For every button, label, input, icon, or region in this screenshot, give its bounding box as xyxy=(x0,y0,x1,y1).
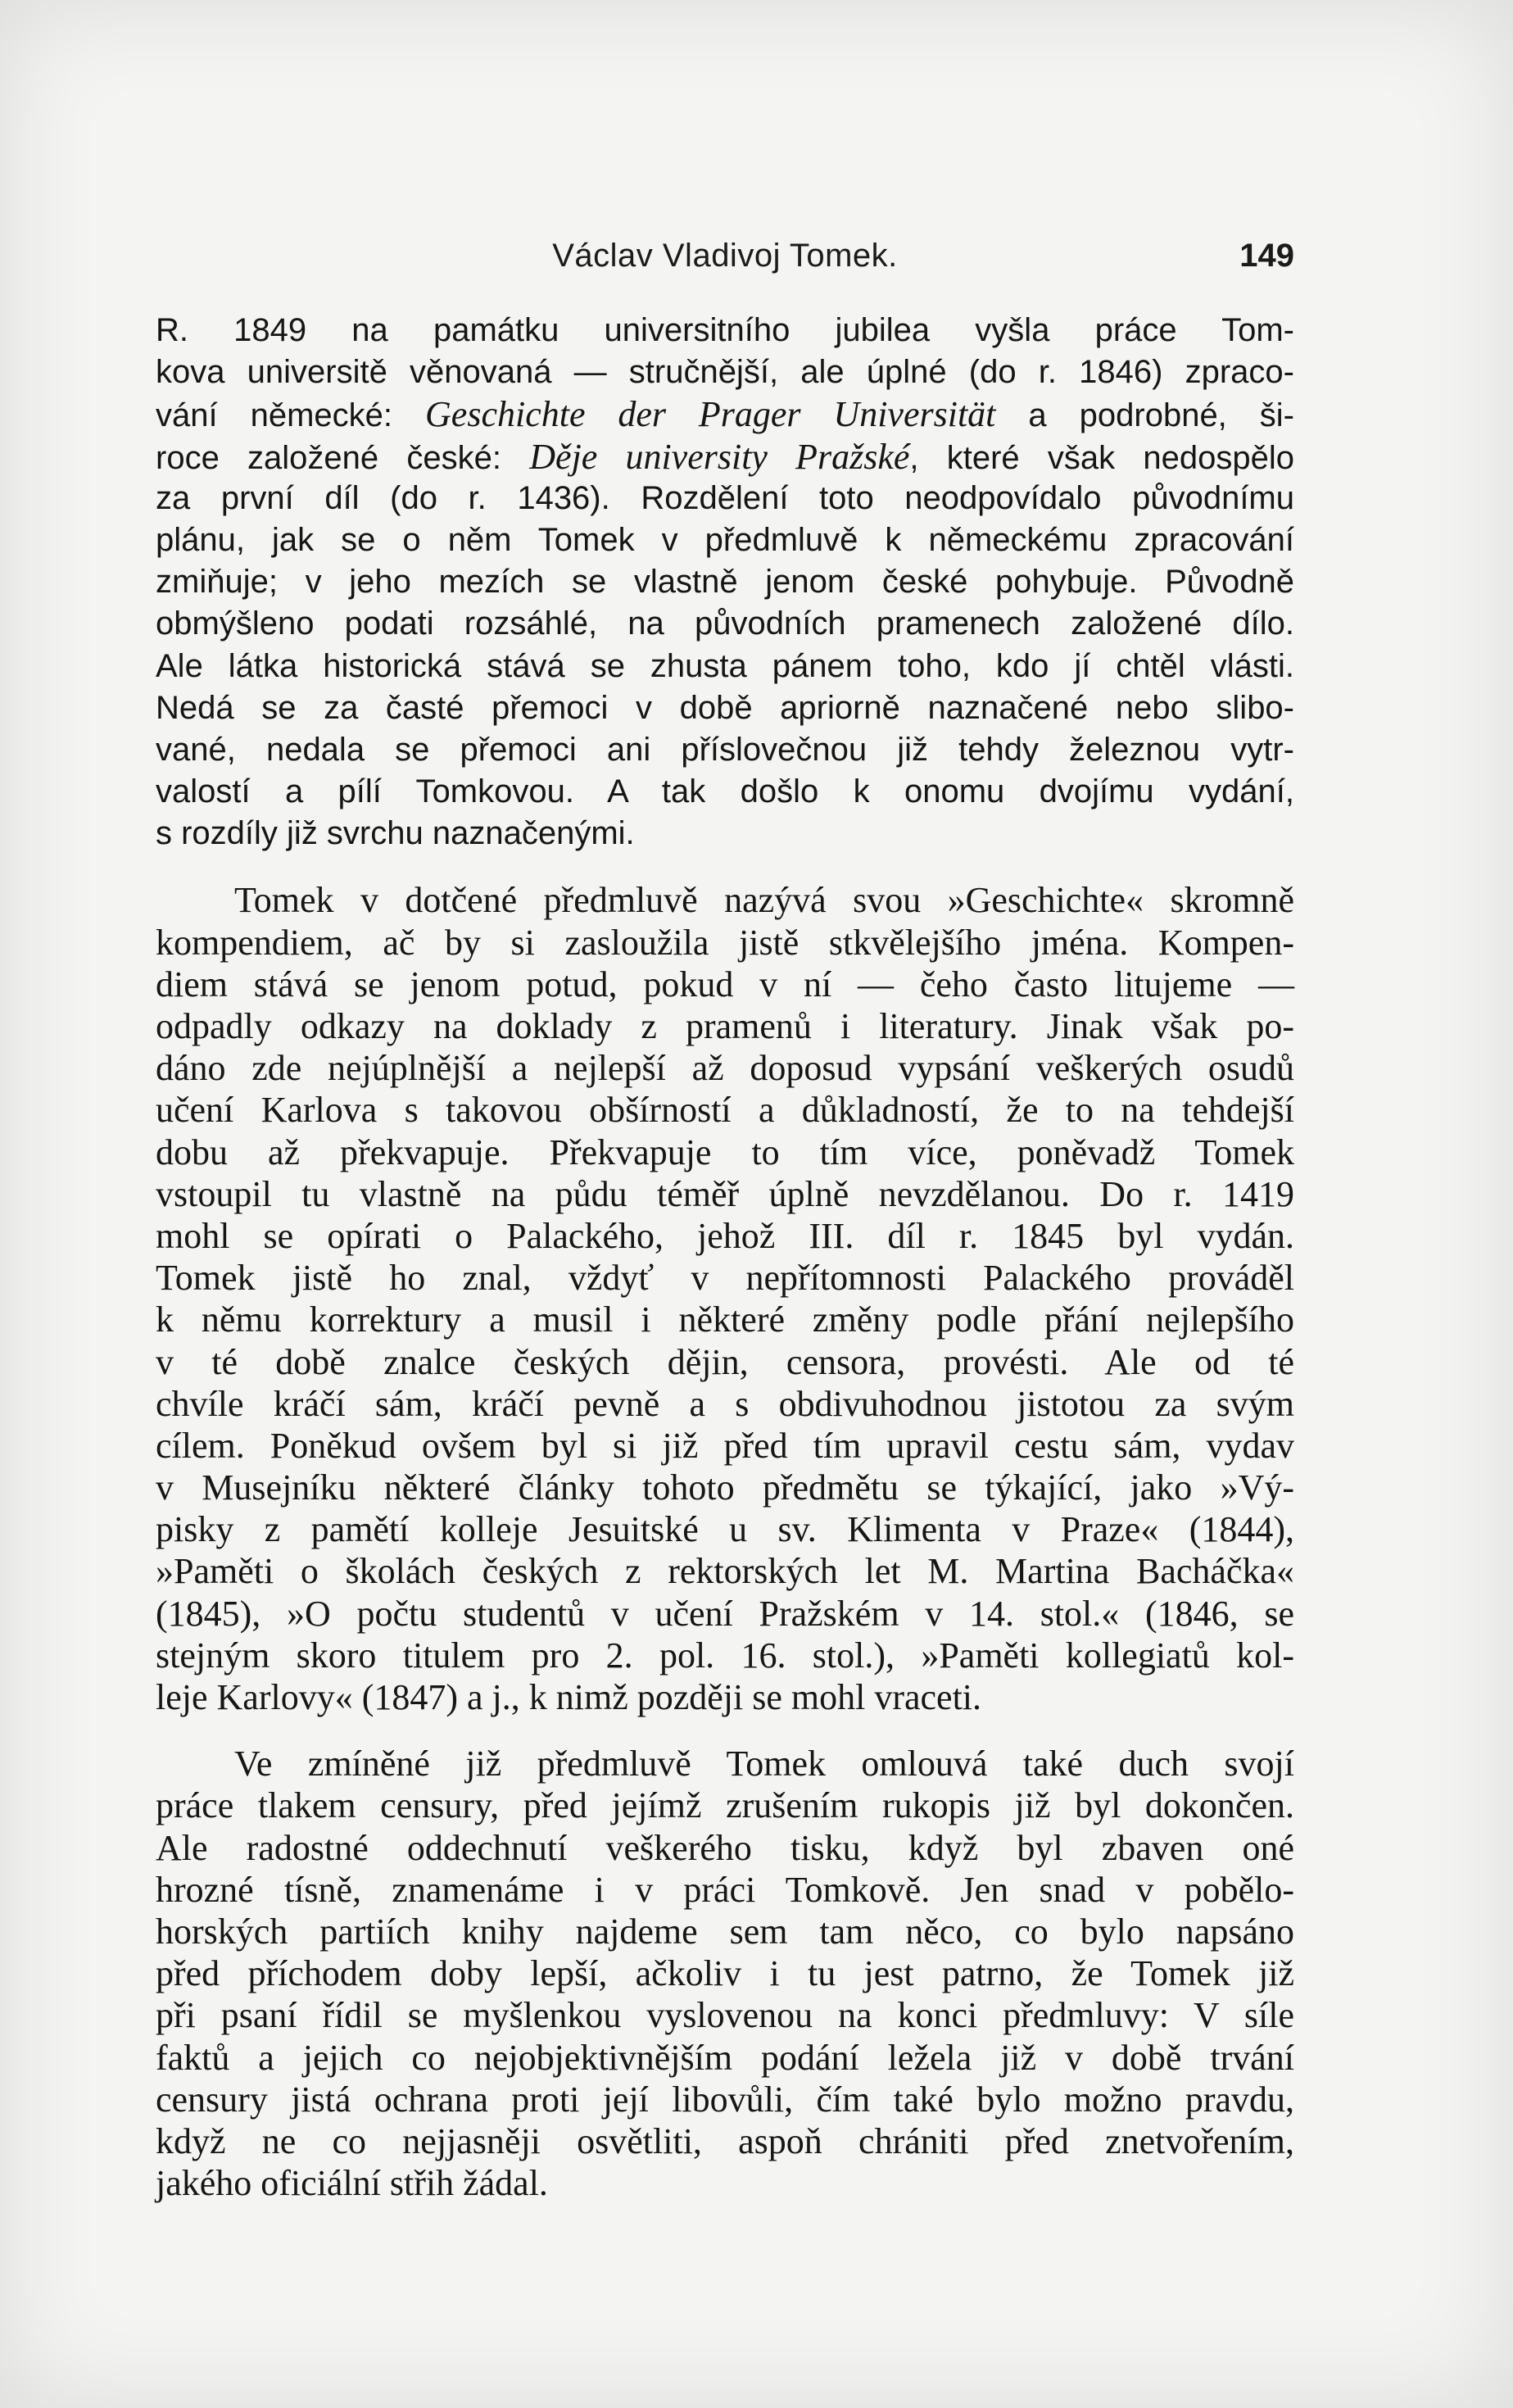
text-line: v té době znalce českých dějin, censora, provésti. Ale od té xyxy=(156,1341,1294,1382)
paragraph xyxy=(156,879,1294,1718)
text-line: diem stává se jenom potud, pokud v ní — čeho často litujeme — xyxy=(156,964,1294,1004)
text-line: vstoupil tu vlastně na půdu téměř úplně nevzdělanou. Do r. 1419 xyxy=(156,1173,1294,1214)
text-line: cílem. Poněkud ovšem byl si již před tím upravil cestu sám, vydav xyxy=(156,1425,1294,1466)
text-line: Ve zmíněné již předmluvě Tomek omlouvá také duch svojí xyxy=(234,1744,1294,1784)
text-line: Ale látka historická stává se zhusta pánem toho, kdo jí chtěl vlásti. xyxy=(156,647,1294,684)
text-line: R. 1849 na památku universitního jubilea vyšla práce Tom- xyxy=(156,312,1294,348)
text-line: faktů a jejich co nejobjektivnějším podání ležela již v době trvání xyxy=(156,2037,1294,2078)
text-line: roce založené české: Děje university Pražské, které však nedospělo xyxy=(156,436,1295,477)
text-line: chvíle kráčí sám, kráčí pevně a s obdivuhodnou jistotou za svým xyxy=(156,1383,1294,1424)
text-line: před příchodem doby lepší, ačkoliv i tu jest patrno, že Tomek již xyxy=(156,1953,1294,1994)
paragraph-gap xyxy=(156,855,1294,879)
text-line: (1845), »O počtu studentů v učení Pražském v 14. stol.« (1846, se xyxy=(156,1593,1294,1634)
page-header xyxy=(156,238,1294,287)
text-line: dáno zde nejúplnější a nejlepší až doposud vypsání veškerých osudů xyxy=(156,1048,1294,1089)
text-line: hrozné tísně, znamenáme i v práci Tomkově. Jen snad v pobělo- xyxy=(156,1869,1294,1910)
text-line: Tomek v dotčené předmluvě nazývá svou »Geschichte« skromně xyxy=(234,880,1294,921)
text-line: s rozdíly již svrchu naznačenými. xyxy=(156,815,635,852)
text-line: učení Karlova s takovou obšírností a důkladností, že to na tehdejší xyxy=(156,1090,1294,1131)
text-line: stejným skoro titulem pro 2. pol. 16. stol.), »Paměti kollegiatů kol- xyxy=(156,1635,1294,1676)
text-line: leje Karlovy« (1847) a j., k nimž později se mohl vraceti. xyxy=(156,1677,982,1717)
text-line: kova universitě věnovaná — stručnější, ale úplné (do r. 1846) zpraco- xyxy=(156,354,1294,391)
body-text xyxy=(156,310,1294,2204)
paragraph xyxy=(156,310,1294,855)
text-line: za první díl (do r. 1436). Rozdělení toto neodpovídalo původnímu xyxy=(156,479,1294,516)
text-line: kompendiem, ač by si zasloužila jistě stkvělejšího jména. Kompen- xyxy=(156,922,1294,963)
text-line: valostí a pílí Tomkovou. A tak došlo k onomu dvojímu vydání, xyxy=(156,773,1294,810)
book-title-german: Geschichte der Prager Universität xyxy=(425,394,996,435)
text-line: Nedá se za časté přemoci v době apriorně naznačené nebo slibo- xyxy=(156,689,1294,726)
book-title-czech: Děje university Pražské xyxy=(529,436,910,477)
text-line: censury jistá ochrana proti její libovůli, čím také bylo možno pravdu, xyxy=(156,2079,1294,2120)
text-line: Tomek jistě ho znal, vždyť v nepřítomnosti Palackého prováděl xyxy=(156,1258,1294,1299)
page-number: 149 xyxy=(1239,238,1294,274)
text-line: v Musejníku některé články tohoto předmětu se týkající, jako »Vý- xyxy=(156,1467,1294,1508)
text-line: jakého oficiální střih žádal. xyxy=(156,2163,548,2204)
text-line: zmiňuje; v jeho mezích se vlastně jenom české pohybuje. Původně xyxy=(156,564,1294,601)
paragraph-gap xyxy=(156,1718,1294,1743)
running-title: Václav Vladivoj Tomek. xyxy=(552,238,898,274)
text-line: práce tlakem censury, před jejímž zrušením rukopis již byl dokončen. xyxy=(156,1785,1294,1826)
text-line: při psaní řídil se myšlenkou vyslovenou na konci předmluvy: V síle xyxy=(156,1995,1294,2036)
paragraph xyxy=(156,1743,1294,2204)
text-line: obmýšleno podati rozsáhlé, na původních pramenech založené dílo. xyxy=(156,605,1294,642)
text-line: dobu až překvapuje. Překvapuje to tím více, poněvadž Tomek xyxy=(156,1131,1294,1172)
text-line: mohl se opírati o Palackého, jehož III. díl r. 1845 byl vydán. xyxy=(156,1215,1294,1256)
text-line: horských partiích knihy najdeme sem tam něco, co bylo napsáno xyxy=(156,1911,1294,1952)
text-line: vání německé: Geschichte der Prager Universität a podrobné, ši- xyxy=(156,394,1294,435)
text-line: odpadly odkazy na doklady z pramenů i literatury. Jinak však po- xyxy=(156,1006,1294,1046)
text-line: Ale radostné oddechnutí veškerého tisku, když byl zbaven oné xyxy=(156,1827,1294,1868)
text-line: pisky z pamětí kolleje Jesuitské u sv. Klimenta v Praze« (1844), xyxy=(156,1509,1294,1550)
text-line: k němu korrektury a musil i některé změny podle přání nejlepšího xyxy=(156,1299,1294,1340)
text-line: plánu, jak se o něm Tomek v předmluvě k německému zpracování xyxy=(156,521,1294,558)
text-line: když ne co nejjasněji osvětliti, aspoň chrániti před znetvořením, xyxy=(156,2120,1294,2161)
text-line: vané, nedala se přemoci ani příslovečnou již tehdy železnou vytr- xyxy=(156,731,1294,768)
text-line: »Paměti o školách českých z rektorských let M. Martina Bacháčka« xyxy=(156,1551,1294,1592)
